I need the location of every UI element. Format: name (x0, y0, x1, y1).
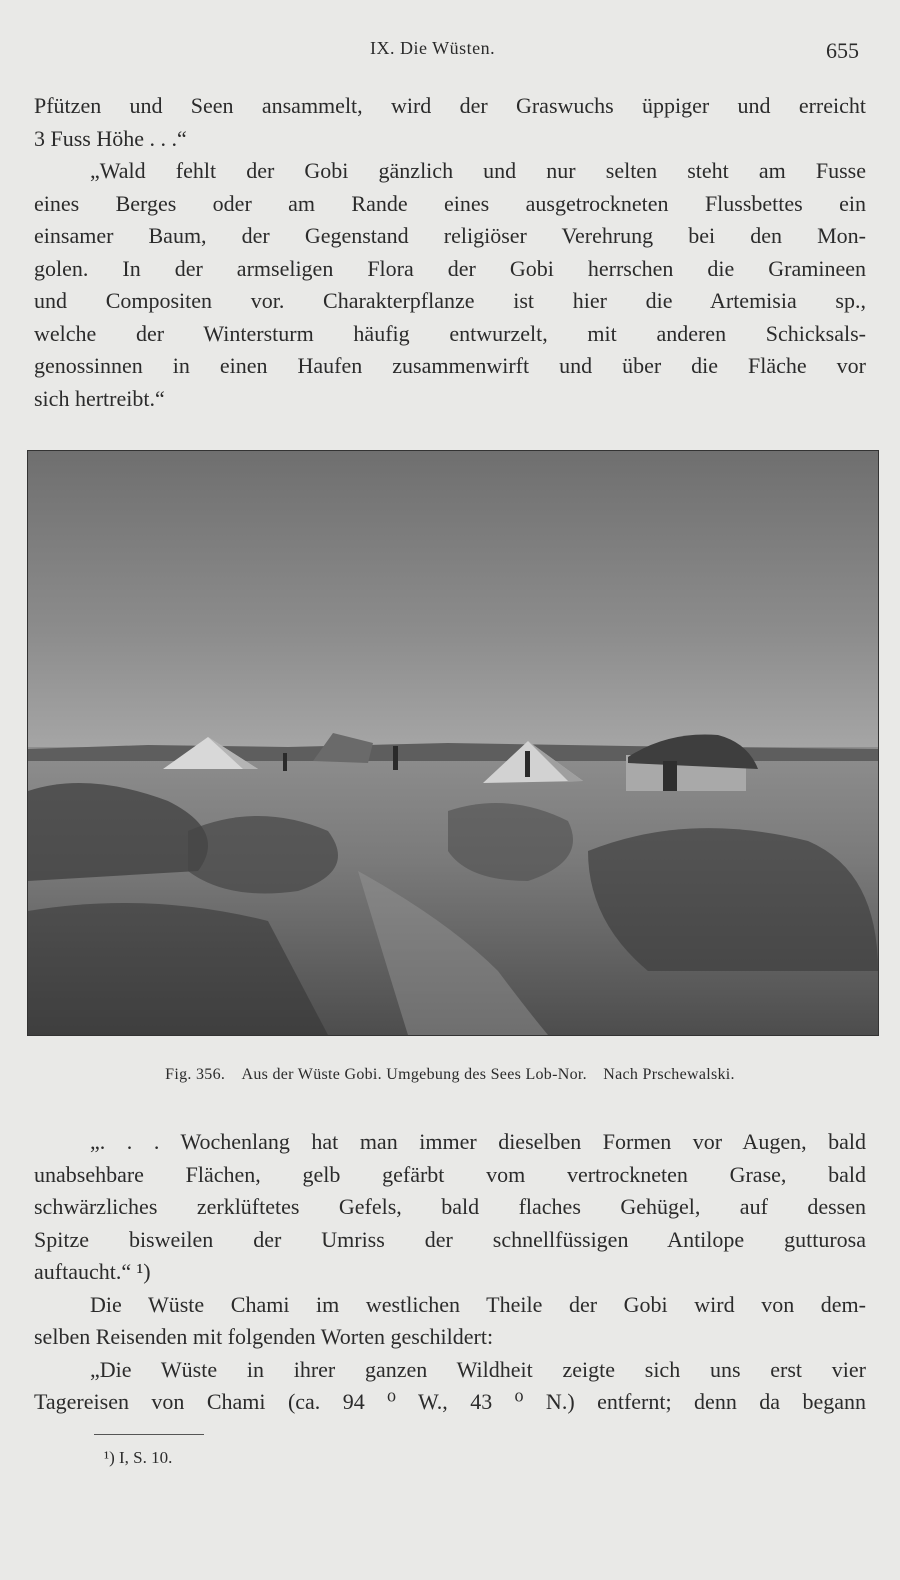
text-line: Spitze bisweilen der Umriss der schnellfüssigen Antilope gutturosa (34, 1226, 866, 1252)
figure-caption-text: Aus der Wüste Gobi. Umgebung des Sees Lob-Nor. (241, 1066, 587, 1083)
text-line: „Wald fehlt der Gobi gänzlich und nur selten steht am Fusse (90, 158, 866, 183)
figure-credit: Nach Prschewalski. (603, 1066, 735, 1083)
text-line: 3 Fuss Höhe . . .“ (34, 125, 187, 151)
text-line: „Die Wüste in ihrer ganzen Wildheit zeigte sich uns erst vier (90, 1356, 866, 1382)
text-line: Die Wüste Chami im westlichen Theile der Gobi wird von dem- (90, 1291, 866, 1317)
text-line: golen. In der armseligen Flora der Gobi herrschen die Gramineen (34, 255, 866, 281)
text-line: sich hertreibt.“ (34, 385, 165, 411)
text-line: genossinnen in einen Haufen zusammenwirft und über die Fläche vor (34, 353, 866, 378)
top-paragraph (34, 90, 866, 415)
figure-label: Fig. 356. (165, 1066, 226, 1083)
text-line: „. . . Wochenlang hat man immer dieselben Formen vor Augen, bald (90, 1129, 866, 1154)
page-header (0, 36, 900, 70)
text-line: Tagereisen von Chami (ca. 94 ⁰ W., 43 ⁰ N.) entfernt; denn da begann (34, 1389, 866, 1414)
figure-caption (0, 1066, 900, 1084)
text-line: und Compositen vor. Charakterpflanze ist hier die Artemisia sp., (34, 288, 866, 313)
text-line: welche der Wintersturm häufig entwurzelt, mit anderen Schicksals- (34, 320, 866, 346)
bottom-paragraph (34, 1126, 866, 1419)
running-title: IX. Die Wüsten. (370, 38, 496, 58)
page-number: 655 (826, 38, 859, 63)
text-line: auftaucht.“ ¹) (34, 1259, 151, 1284)
text-line: einsamer Baum, der Gegenstand religiöser Verehrung bei den Mon- (34, 223, 866, 248)
text-line: Pfützen und Seen ansammelt, wird der Graswuchs üppiger und erreicht (34, 93, 866, 118)
footnote-divider (94, 1434, 204, 1435)
text-line: selben Reisenden mit folgenden Worten geschildert: (34, 1324, 494, 1349)
text-line: schwärzliches zerklüftetes Gefels, bald flaches Gehügel, auf dessen (34, 1194, 866, 1219)
footnote: ¹) I, S. 10. (104, 1448, 173, 1467)
text-line: eines Berges oder am Rande eines ausgetrockneten Flussbettes ein (34, 190, 866, 216)
text-line: unabsehbare Flächen, gelb gefärbt vom vertrockneten Grase, bald (34, 1161, 866, 1187)
gobi-desert-photograph (27, 450, 879, 1036)
